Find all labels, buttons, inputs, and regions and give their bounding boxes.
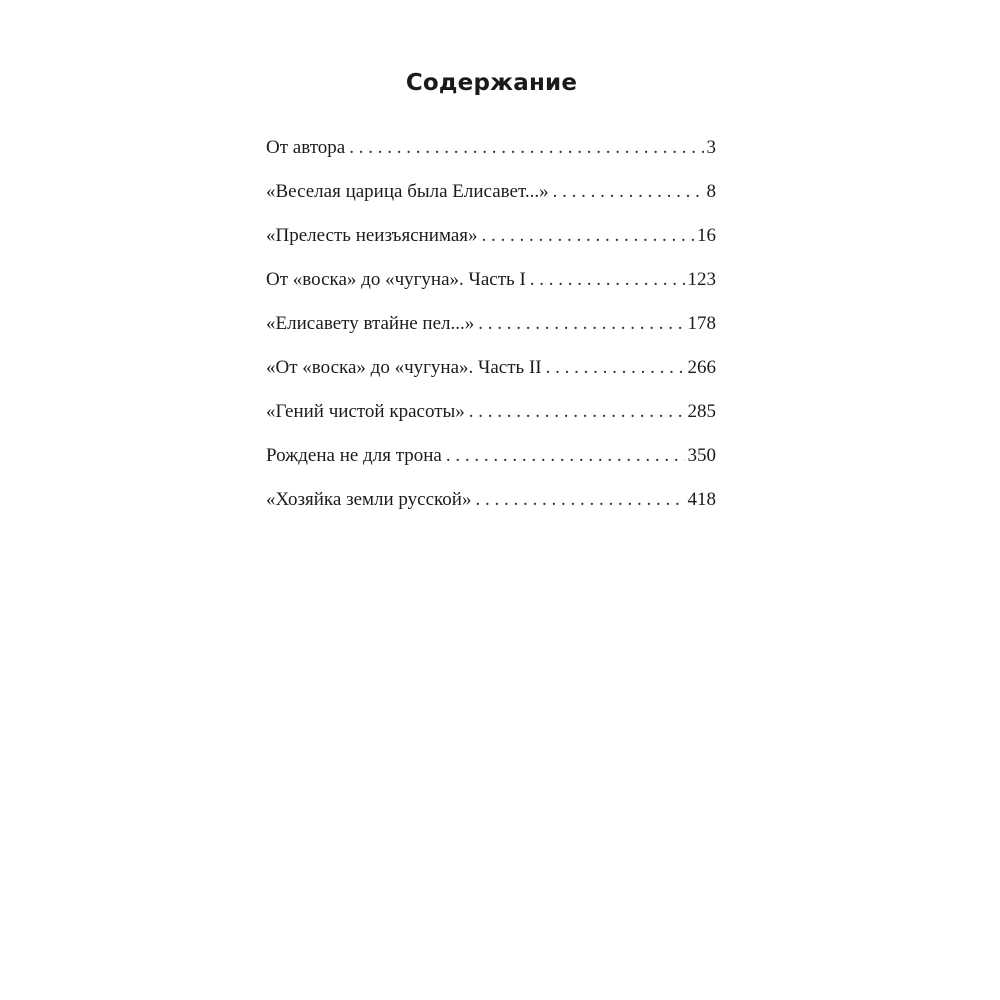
dot-leader	[446, 445, 685, 467]
dot-leader	[478, 313, 684, 335]
dot-leader	[469, 401, 685, 423]
toc-entry	[266, 401, 716, 445]
toc-entry-title: От «воска» до «чугуна». Часть I	[266, 269, 526, 290]
toc-entry-page: 3	[706, 137, 716, 158]
toc-entry-title: «Гений чистой красоты»	[266, 401, 465, 422]
dot-leader	[482, 225, 694, 247]
toc-entry-title: От автора	[266, 137, 346, 158]
toc-entry-title: «Прелесть неизъяснимая»	[266, 225, 478, 246]
toc-entry-title: Рождена не для трона	[266, 445, 442, 466]
toc-entry	[266, 357, 716, 401]
toc-entry-page: 16	[697, 225, 716, 246]
toc-entry	[266, 181, 716, 225]
toc-entry-page: 285	[687, 401, 716, 422]
page-title: Содержание	[405, 70, 578, 96]
dot-leader	[546, 357, 685, 379]
toc-entry	[266, 489, 716, 533]
toc-entry-page: 350	[687, 445, 716, 466]
toc-entry-title: «Веселая царица была Елисавет...»	[266, 181, 549, 202]
toc-entry-page: 266	[687, 357, 716, 378]
dot-leader	[530, 269, 685, 291]
toc-entry-page: 418	[687, 489, 716, 510]
toc-entry	[266, 445, 716, 489]
dot-leader	[553, 181, 704, 203]
toc-entry-page: 8	[706, 181, 716, 202]
toc-entry	[266, 137, 716, 181]
toc-entry-page: 123	[687, 269, 716, 290]
dot-leader	[349, 137, 703, 159]
toc-entry-title: «От «воска» до «чугуна». Часть II	[266, 357, 542, 378]
table-of-contents	[266, 137, 716, 533]
toc-entry-title: «Елисавету втайне пел...»	[266, 313, 475, 334]
toc-entry	[266, 269, 716, 313]
toc-entry-title: «Хозяйка земли русской»	[266, 489, 472, 510]
toc-entry	[266, 225, 716, 269]
dot-leader	[475, 489, 684, 511]
toc-entry	[266, 313, 716, 357]
toc-entry-page: 178	[687, 313, 716, 334]
